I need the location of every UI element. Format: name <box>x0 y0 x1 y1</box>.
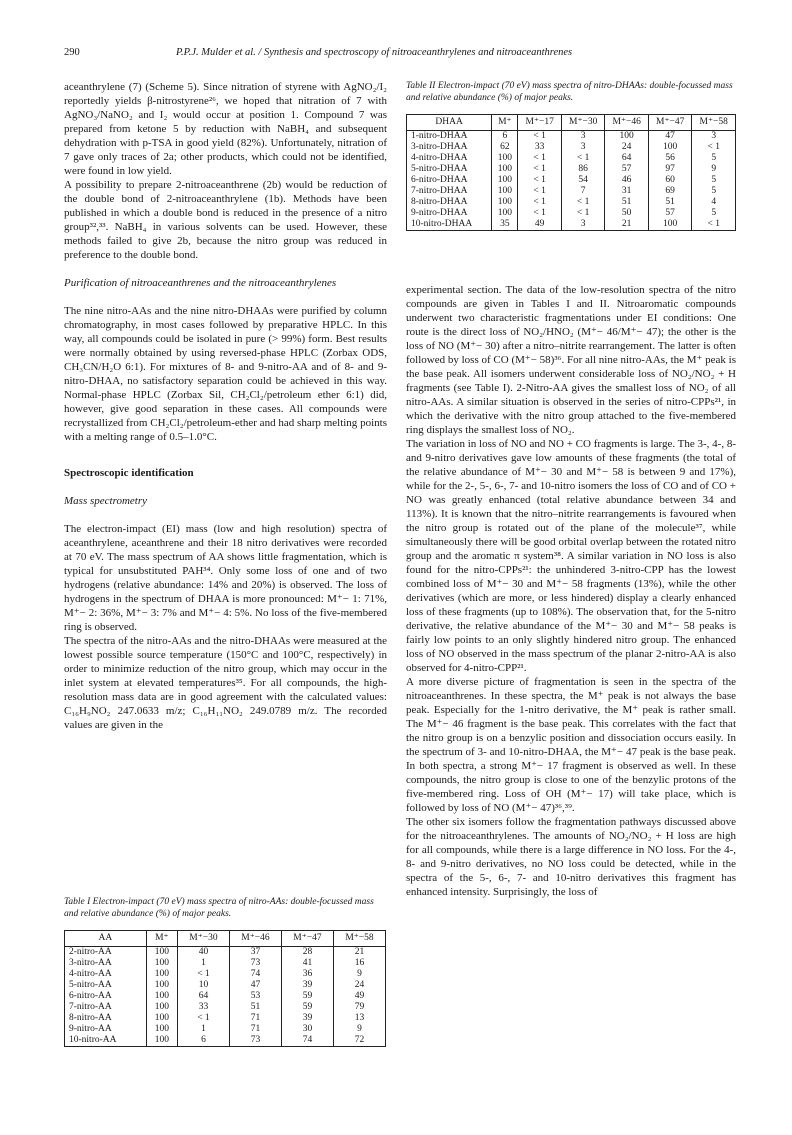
table-cell: < 1 <box>692 219 736 231</box>
right-column <box>406 80 736 899</box>
table-header-cell: M⁺−47 <box>648 115 692 131</box>
table-cell: 3-nitro-DHAA <box>411 142 468 152</box>
table-cell: 100 <box>492 208 518 219</box>
table-cell: 5 <box>692 208 736 219</box>
table-cell: 36 <box>281 969 333 980</box>
table-row <box>407 153 736 164</box>
table-cell: 100 <box>492 164 518 175</box>
table-row <box>65 980 386 991</box>
table-cell: 46 <box>605 175 649 186</box>
table-cell: < 1 <box>518 186 562 197</box>
table-cell: 51 <box>605 197 649 208</box>
table-cell: 60 <box>648 175 692 186</box>
table-header-cell: M⁺−46 <box>605 115 649 131</box>
table-cell: 9 <box>333 969 385 980</box>
table-row <box>407 175 736 186</box>
table-row <box>407 219 736 231</box>
paragraph: The spectra of the nitro-AAs and the nitro-DHAAs were measured at the lowest possible source temperature (150°C and 100°C, respectively) in order to minimize reduction of the nitro group, which may occur in the inlet system at elevated temperatures³⁵. For all compounds, the high-resolution mass data are in good agreement with the calculated values: C₁₆H₉NO₂ 247.0633 m/z; C₁₆H₁₁NO₂ 249.0789 m/z. The recorded values are given in the <box>64 635 387 731</box>
paragraph: The nine nitro-AAs and the nine nitro-DHAAs were purified by column chromatography, in most cases followed by preparative HPLC. In this way, all compounds could be isolated in pure (> 99%) form. Best results were normally obtained by using reversed-phase HPLC (Zorbax ODS, CH₃CN/H₂O 6:1). For mixtures of 8- and 9-nitro-AA and of 8- and 9-nitro-DHAA, no satisfactory separation could be achieved in this way. Normal-phase HPLC (Zorbax Sil, CH₂Cl₂/petroleum ether 6:1) did, however, give good separation in these cases. All compounds were recrystallized from CH₂Cl₂/petroleum-ether and had sharp melting points with a melting range of 0.5–1.0°C. <box>64 305 387 443</box>
page-number: 290 <box>64 47 80 58</box>
subsection-title: Mass spectrometry <box>64 495 147 507</box>
table-header-cell: M⁺ <box>492 115 518 131</box>
paragraph: The variation in loss of NO and NO + CO fragments is large. The 3-, 4-, 8- and 9-nitro derivatives gave low amounts of these fragments (the total of the relative abundance of M⁺− 30 and M⁺− 58 is between 9 and 17%), while for the 2-, 5-, 6-, 7- and 10-nitro isomers the loss of CO and of CO + NO was greatly enhanced (total relative abundance between 34 and 113%). It is known that the nitro–nitrite rearrangements is favoured when the nitro group is rotated out of the plane of the molecule³⁷, while simultaneously there will be good orbital overlap between the rotated nitro group and the aromatic π system³⁸. A similar variation in NO loss is also found for the nitro-CPPs²¹: the unhindered 3-nitro-CPP has the lowest combined loss of M⁺− 30 and M⁺− 58 fragments (13%), while the other derivatives (which are more, or less hindered) display a clearly enhanced loss of these fragments (up to 108%). The observation that, for the 5-nitro derivative, the relative abundance of the M⁺− 30 and M⁺− 58 peaks is fairly low points to an only slightly hindered nitro group. The enhanced loss of NO observed in the mass spectrum of the planar 2-nitro-AA is also observed for 4-nitro-CPP²¹. <box>406 438 736 674</box>
paragraph: The electron-impact (EI) mass (low and high resolution) spectra of aceanthrylene, aceanthrene and their 18 nitro derivatives were recorded at 70 eV. The mass spectrum of AA shows little fragmentation, which is typical for unsubstituted PAH³⁴. Only some loss of one and of two hydrogens (relative abundance: 14% and 20%) is observed. The loss of hydrogens in the spectrum of DHAA is more pronounced: M⁺− 1: 71%, M⁺− 2: 36%, M⁺− 3: 7% and M⁺− 4: 5%. No loss of the five-membered ring is observed. <box>64 523 387 633</box>
table-cell: 9 <box>692 164 736 175</box>
table-cell: 33 <box>177 1002 229 1013</box>
table-cell: 3 <box>561 131 605 143</box>
table-row <box>407 164 736 175</box>
table-cell: 57 <box>648 208 692 219</box>
table-header-cell: M⁺−46 <box>229 931 281 947</box>
table-row <box>65 969 386 980</box>
table-cell: 54 <box>561 175 605 186</box>
table-cell: < 1 <box>561 208 605 219</box>
paragraph: A more diverse picture of fragmentation is seen in the spectra of the nitroaceanthrenes. In these spectra, the M⁺ peak is not always the base peak. Especially for the 1-nitro derivative, the M⁺ peak is rather small. The M⁺− 46 fragment is the base peak. This correlates with the fact that the nitro group is on a benzylic position and dissociation occurs easily. In the spectrum of 3- and 10-nitro-DHAA, the M⁺− 47 peak is the base peak. In both spectra, a strong M⁺− 17 fragment is observed as well. In these compounds, the nitro group is close to one of the benzylic protons of the five-membered ring. Loss of OH (M⁺− 17) will take place, which is followed by loss of NO (M⁺− 47)³⁶,³⁹. <box>406 676 736 814</box>
table-cell: 47 <box>229 980 281 991</box>
table-header-cell: M⁺−17 <box>518 115 562 131</box>
table-cell: 6-nitro-AA <box>69 991 112 1001</box>
table-cell: 39 <box>281 1013 333 1024</box>
table-cell: 24 <box>333 980 385 991</box>
table-cell: 8-nitro-AA <box>69 1013 112 1023</box>
table-cell: < 1 <box>561 197 605 208</box>
table-cell: 59 <box>281 991 333 1002</box>
table-cell: 79 <box>333 1002 385 1013</box>
table-cell: 57 <box>605 164 649 175</box>
table-row <box>65 991 386 1002</box>
table-cell: 5-nitro-DHAA <box>411 164 468 174</box>
table-cell: 8-nitro-DHAA <box>411 197 468 207</box>
table-header-cell: AA <box>65 931 147 947</box>
paragraph: experimental section. The data of the low-resolution spectra of the nitro compounds are given in Tables I and II. Nitroaromatic compounds underwent two characteristic fragmentations under EI conditions: One route is the direct loss of NO₂/HNO₂ (M⁺− 46/M⁺− 47); the other is the loss of NO (M⁺− 30) after a nitro–nitrite rearrangement. The latter is often followed by loss of CO (M⁺− 58)³⁶. For all nine nitro-AAs, the M⁺ peak is the base peak. All isomers underwent considerable loss of NO₂/NO₂ + H fragments (see Table I). 2-Nitro-AA gives the smallest loss of NO₂ of all nitro-AAs. A similar situation is observed in the series of nitro-CPPs²¹, in which the derivative with the nitro group attached to the five-membered ring displays the smallest loss of NO₂. <box>406 284 736 436</box>
table-cell: 7 <box>561 186 605 197</box>
paragraph: aceanthrylene (7) (Scheme 5). Since nitration of styrene with AgNO₂/I₂ reportedly yields β-nitrostyrene²⁶, we hoped that nitration of 7 with AgNO₃/NaNO₂ and I₂ would occur at position 1. Compound 7 was prepared from ketone 5 by reduction with NaBH₄ and subsequent dehydration with p-TSA in good yield (82%). Unfortunately, nitration of 7 gave only traces of 2a; other products, which could not be identified, were found in low yield. <box>64 81 387 177</box>
table-cell: 5-nitro-AA <box>69 980 112 990</box>
table-cell: 100 <box>146 1002 177 1013</box>
table1 <box>64 930 386 1047</box>
table-cell: 21 <box>333 947 385 959</box>
table-cell: 6 <box>177 1035 229 1047</box>
table-cell: 28 <box>281 947 333 959</box>
table-cell: 100 <box>492 186 518 197</box>
table-row <box>65 958 386 969</box>
table-cell: 41 <box>281 958 333 969</box>
table-cell: 100 <box>648 142 692 153</box>
table-cell: 9 <box>333 1024 385 1035</box>
table-cell: 100 <box>146 1024 177 1035</box>
table-cell: 100 <box>492 153 518 164</box>
table-cell: 10 <box>177 980 229 991</box>
table-cell: 6-nitro-DHAA <box>411 175 468 185</box>
table-cell: 72 <box>333 1035 385 1047</box>
table-cell: 16 <box>333 958 385 969</box>
table-cell: 71 <box>229 1024 281 1035</box>
table-cell: 100 <box>146 947 177 959</box>
table-cell: < 1 <box>518 197 562 208</box>
table-cell: 40 <box>177 947 229 959</box>
table-header-cell: M⁺−58 <box>692 115 736 131</box>
table-cell: 6 <box>492 131 518 143</box>
table-cell: 100 <box>146 958 177 969</box>
table-cell: 59 <box>281 1002 333 1013</box>
table-cell: 37 <box>229 947 281 959</box>
table-cell: 30 <box>281 1024 333 1035</box>
table-cell: 100 <box>146 980 177 991</box>
table-cell: < 1 <box>518 208 562 219</box>
table-cell: 100 <box>492 197 518 208</box>
table-cell: 7-nitro-DHAA <box>411 186 468 196</box>
table-cell: 35 <box>492 219 518 231</box>
table-cell: 4-nitro-DHAA <box>411 153 468 163</box>
left-column <box>64 80 387 732</box>
table1-caption: Table I Electron-impact (70 eV) mass spectra of nitro-AAs: double-focussed mass and relative abundance (%) of major peaks. <box>64 897 374 919</box>
table-cell: 97 <box>648 164 692 175</box>
table1-block <box>64 896 387 1047</box>
table-cell: 51 <box>648 197 692 208</box>
table-row <box>407 197 736 208</box>
table-cell: 86 <box>561 164 605 175</box>
table-cell: 10-nitro-AA <box>65 1035 147 1047</box>
table-cell: 4-nitro-AA <box>69 969 112 979</box>
table-cell: 1 <box>177 1024 229 1035</box>
table-cell: 1-nitro-DHAA <box>411 131 468 141</box>
table-cell: 13 <box>333 1013 385 1024</box>
table-cell: 74 <box>229 969 281 980</box>
table-cell: 5 <box>692 153 736 164</box>
table-cell: 49 <box>518 219 562 231</box>
table-cell: < 1 <box>561 153 605 164</box>
table-cell: 24 <box>605 142 649 153</box>
table-cell: < 1 <box>518 175 562 186</box>
paragraph: A possibility to prepare 2-nitroaceanthrene (2b) would be reduction of the double bond of 2-nitroaceanthrylene (1b). Methods have been published in which a double bond is reduced in the presence of a nitro group³²,³³. NaBH₄ in various solvents can be used. However, these methods failed to give 2b, because the nitro group was reduced in preference to the double bond. <box>64 179 387 261</box>
table2 <box>406 114 736 231</box>
table-cell: 33 <box>518 142 562 153</box>
table-cell: 2-nitro-AA <box>69 947 112 957</box>
table-row <box>65 947 386 959</box>
subsection-title: Purification of nitroaceanthrenes and the nitroaceanthrylenes <box>64 277 337 289</box>
table-cell: 3 <box>692 131 736 143</box>
section-title: Spectroscopic identification <box>64 467 194 479</box>
table-cell: 73 <box>229 1035 281 1047</box>
table-cell: 49 <box>333 991 385 1002</box>
table-cell: 10-nitro-DHAA <box>407 219 492 231</box>
table-cell: 21 <box>605 219 649 231</box>
table-header-cell: M⁺−58 <box>333 931 385 947</box>
table-header-cell: DHAA <box>407 115 492 131</box>
table-cell: 64 <box>177 991 229 1002</box>
table-cell: 56 <box>648 153 692 164</box>
table-row <box>407 208 736 219</box>
table-header-cell: M⁺ <box>146 931 177 947</box>
table-row <box>407 142 736 153</box>
table-row <box>65 1002 386 1013</box>
table-cell: 71 <box>229 1013 281 1024</box>
table-cell: 1 <box>177 958 229 969</box>
table-cell: 51 <box>229 1002 281 1013</box>
table-cell: 5 <box>692 175 736 186</box>
running-header <box>64 47 736 63</box>
table-cell: 9-nitro-DHAA <box>411 208 468 218</box>
table-header-cell: M⁺−47 <box>281 931 333 947</box>
table-row <box>65 1035 386 1047</box>
table-cell: 9-nitro-AA <box>69 1024 112 1034</box>
table-cell: 100 <box>492 175 518 186</box>
table-cell: 53 <box>229 991 281 1002</box>
table-header-cell: M⁺−30 <box>177 931 229 947</box>
table-cell: < 1 <box>177 969 229 980</box>
table-cell: 39 <box>281 980 333 991</box>
table-cell: 47 <box>648 131 692 143</box>
running-title: P.P.J. Mulder et al. / Synthesis and spectroscopy of nitroaceanthrylenes and nitroaceanthrenes <box>176 47 573 58</box>
paragraph: The other six isomers follow the fragmentation pathways discussed above for the nitroaceanthrylenes. The amounts of NO₂/NO₂ + H loss are high for all compounds, while there is a large difference in NO loss. For the 4-, 8- and 9-nitro derivatives, no NO loss could be detected, while in the spectra of the 5-, 6-, 7- and 10-nitro derivatives this fragment has enhanced intensity. Surprisingly, the loss of <box>406 816 736 898</box>
table-cell: 7-nitro-AA <box>69 1002 112 1012</box>
table-cell: 3 <box>561 142 605 153</box>
table-cell: < 1 <box>518 164 562 175</box>
table-cell: 74 <box>281 1035 333 1047</box>
table-header-cell: M⁺−30 <box>561 115 605 131</box>
table-cell: 3 <box>561 219 605 231</box>
table-cell: 100 <box>146 1035 177 1047</box>
table-cell: 31 <box>605 186 649 197</box>
table-cell: 73 <box>229 958 281 969</box>
table-row <box>65 1024 386 1035</box>
table-row <box>407 131 736 143</box>
table-cell: 100 <box>648 219 692 231</box>
table-cell: 62 <box>492 142 518 153</box>
table2-caption: Table II Electron-impact (70 eV) mass spectra of nitro-DHAAs: double-focussed mass and relative abundance (%) of major peaks. <box>406 81 733 103</box>
table-cell: 100 <box>146 991 177 1002</box>
table-cell: 100 <box>146 1013 177 1024</box>
table-cell: 100 <box>146 969 177 980</box>
table-cell: 3-nitro-AA <box>69 958 112 968</box>
table-cell: < 1 <box>177 1013 229 1024</box>
table-cell: 50 <box>605 208 649 219</box>
table-cell: 4 <box>692 197 736 208</box>
table-cell: < 1 <box>518 131 562 143</box>
table-row <box>65 1013 386 1024</box>
table-cell: 69 <box>648 186 692 197</box>
table-cell: 64 <box>605 153 649 164</box>
table-cell: 100 <box>605 131 649 143</box>
table-row <box>407 186 736 197</box>
table-cell: < 1 <box>692 142 736 153</box>
table-cell: < 1 <box>518 153 562 164</box>
table-cell: 5 <box>692 186 736 197</box>
